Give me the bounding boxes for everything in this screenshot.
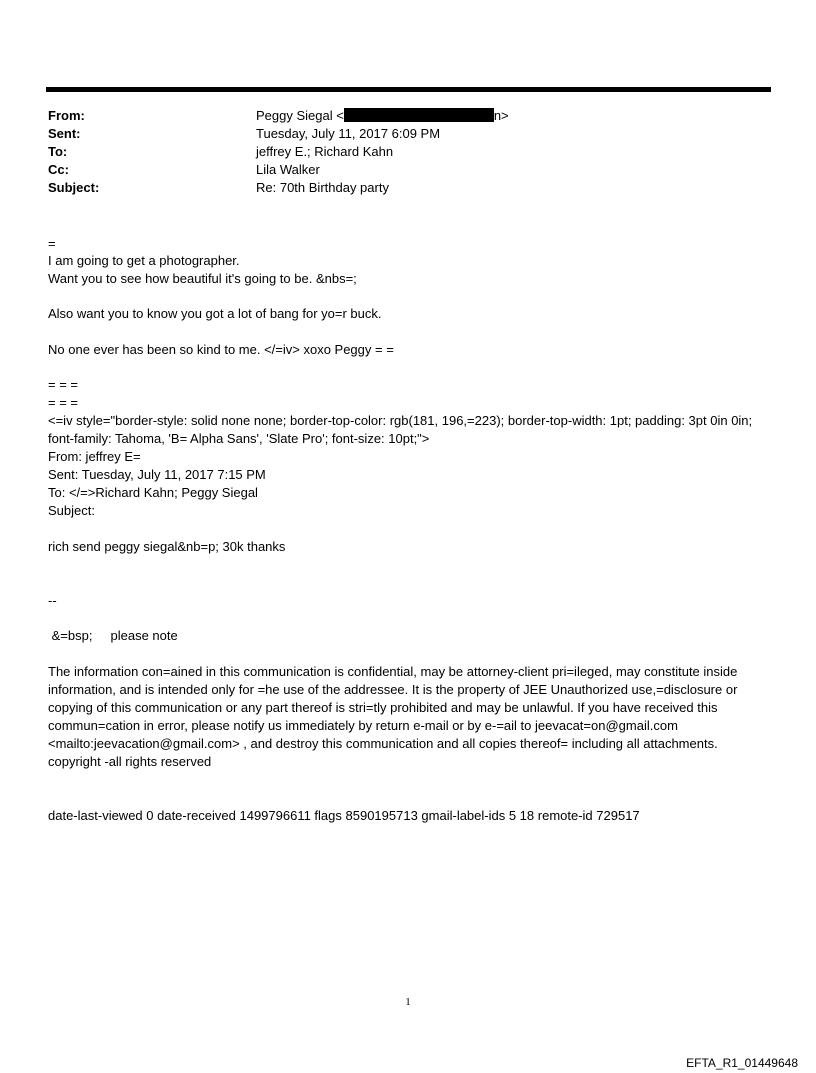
sent-label: Sent: [48, 126, 81, 141]
body-line: Also want you to know you got a lot of bang for yo=r buck. [48, 306, 382, 321]
sent-value: Tuesday, July 11, 2017 6:09 PM [256, 126, 441, 141]
cc-label: Cc: [48, 162, 69, 177]
signature-separator: -- [48, 593, 57, 608]
header-rule [46, 87, 771, 92]
body-line: = [48, 236, 56, 251]
quoted-body: rich send peggy siegal&nb=p; 30k thanks [48, 539, 286, 554]
subject-value: Re: 70th Birthday party [256, 180, 389, 195]
redaction-box [344, 108, 494, 122]
quoted-subject: Subject: [48, 503, 95, 518]
from-value [256, 107, 509, 125]
from-tail: n> [493, 108, 509, 123]
quoted-to: To: </=>Richard Kahn; Peggy Siegal [48, 485, 258, 500]
body-line: = = = [48, 377, 78, 392]
subject-label: Subject: [48, 180, 100, 195]
from-name: Peggy Siegal < [256, 108, 344, 123]
body-line: = = = [48, 395, 78, 410]
body-line: No one ever has been so kind to me. </=iv> xoxo Peggy = = [48, 342, 394, 357]
metadata-line: date-last-viewed 0 date-received 1499796611 flags 8590195713 gmail-label-ids 5 18 remote-id 729517 [48, 808, 640, 823]
confidentiality-disclaimer: The information con=ained in this communication is confidential, may be attorney-client pri=ileged, may constitute inside information, and is intended only for =he use of the addressee. It is the property of JEE Unauthorized use,=disclosure or copying of this communication or any part thereof is stri=tly prohibited and may be unlawful. If you have received this commun=cation in error, please notify us immediately by return e-mail or by e-=ail to jeevacat=on@gmail.com <mailto:jeevacation@gmail.com> , and destroy this communication and all copies thereof= including all attachments. copyright -all rights reserved [48, 664, 738, 769]
page-number: 1 [405, 996, 411, 1008]
note-line: &=bsp; please note [48, 628, 178, 643]
quoted-style-text: <=iv style="border-style: solid none none; border-top-color: rgb(181, 196,=223); border-top-width: 1pt; padding: 3pt 0in 0in; font-family: Tahoma, 'B= Alpha Sans', 'Slate Pro'; font-size: 10pt;"> [48, 413, 753, 446]
quoted-sent: Sent: Tuesday, July 11, 2017 7:15 PM [48, 467, 266, 482]
body-line: I am going to get a photographer. [48, 253, 240, 268]
body-line: Want you to see how beautiful it's going to be. &nbs=; [48, 271, 357, 286]
from-label: From: [48, 108, 85, 123]
to-label: To: [48, 144, 68, 159]
quoted-from: From: jeffrey E= [48, 449, 141, 464]
to-value: jeffrey E.; Richard Kahn [256, 144, 394, 159]
bates-number: EFTA_R1_01449648 [686, 1056, 798, 1070]
cc-value: Lila Walker [256, 162, 320, 177]
